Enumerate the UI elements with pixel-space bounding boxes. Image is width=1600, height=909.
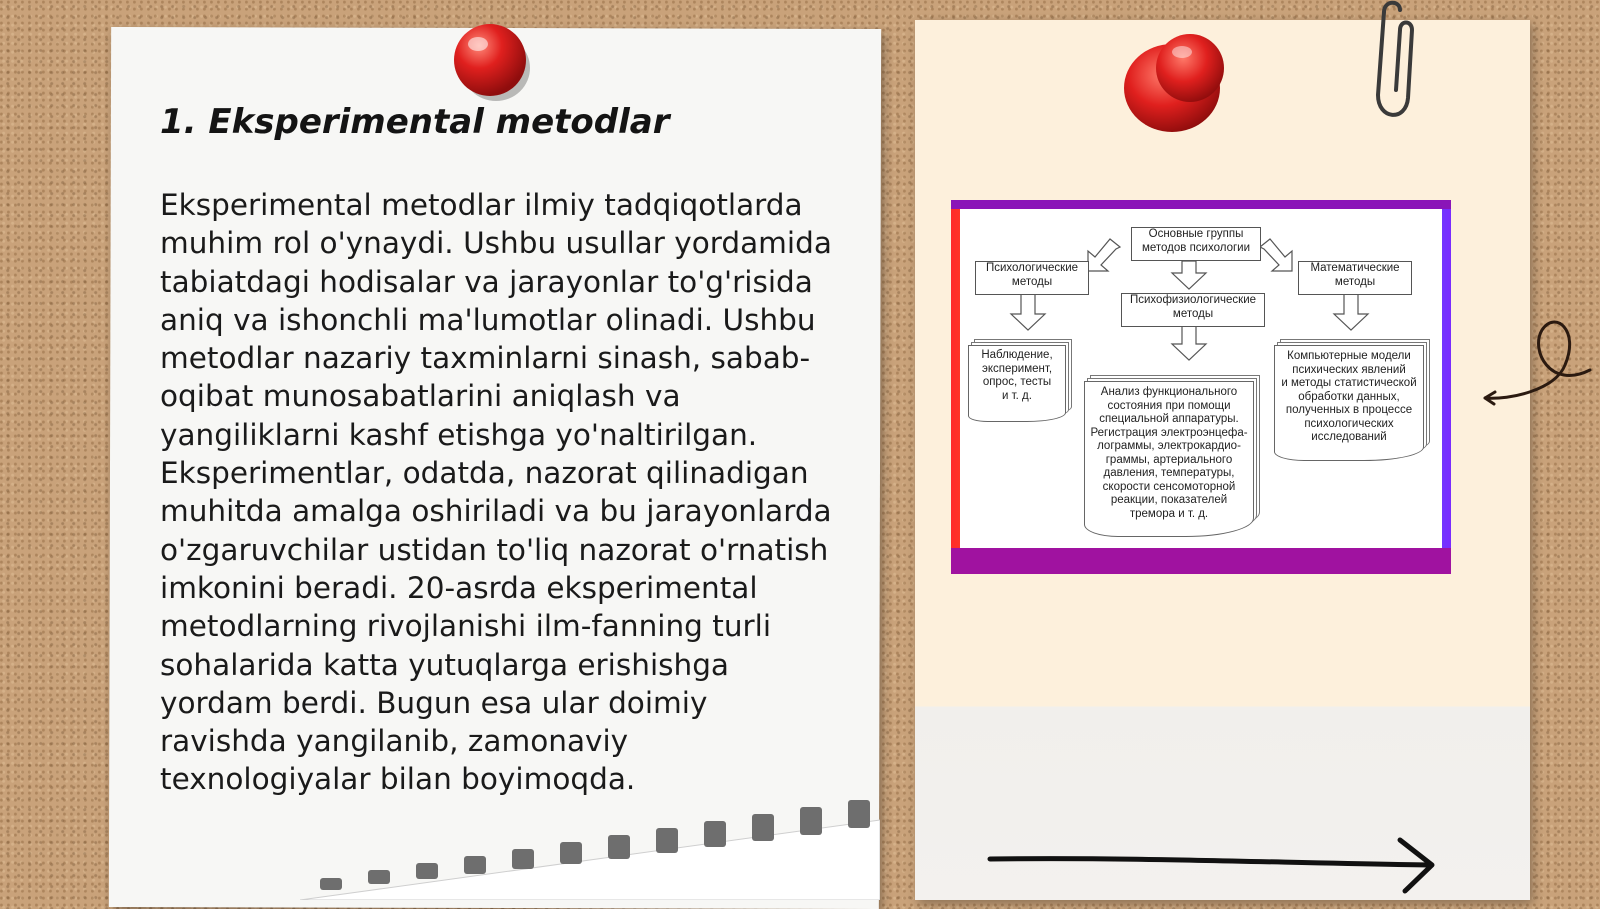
- push-pin-icon: [450, 18, 534, 102]
- arrow-right-icon: [985, 835, 1445, 895]
- diagram-right-document: Компьютерные модели психических явлений и методы статистической обработки данных, полученных в процессе психологических исследований: [1274, 345, 1424, 461]
- diagram-left-group-box: Психологические методы: [975, 261, 1089, 295]
- slide-body-text: Eksperimental metodlar ilmiy tadqiqotlarda muhim rol o'ynaydi. Ushbu usullar yordamida tabiatdagi hodisalar va jarayonlar to'g'risida aniq va ishonchli ma'lumotlar olinadi. Ushbu metodlar nazariy taxminlarni sinash, sabab-oqibat munosabatlarini aniqlash va yangiliklarni kashf etishga yo'naltirilgan. Eksperimentlar, odatda, nazorat qilinadigan muhitda amalga oshiriladi va bu jarayonlarda o'zgaruvchilar ustidan to'liq nazorat o'rnatish imkonini beradi. 20-asrda eksperimental metodlarning rivojlanishi ilm-fanning turli sohalarida katta yutuqlarga erishishga yordam berdi. Bugun esa ular doimiy ravishda yangilanib, zamonaviy texnologiyalar bilan boyimoqda.: [160, 188, 832, 797]
- diagram-image-frame: [951, 200, 1451, 574]
- diagram-root-box: Основные группы методов психологии: [1131, 227, 1261, 261]
- torn-notebook-edge: [300, 790, 880, 900]
- diagram-canvas: [960, 209, 1442, 548]
- diagram-middle-group-box: Психофизиологические методы: [1121, 293, 1265, 327]
- diagram-middle-document: Анализ функционального состояния при помощи специальной аппаратуры. Регистрация электроэнцефа- лограммы, электрокардио- граммы, артериального давления, температуры, скорости сенсомоторной реакции, показателей тремора и т. д.: [1084, 381, 1254, 537]
- diagram-right-group-box: Математические методы: [1298, 261, 1412, 295]
- slide-title: 1. Eksperimental metodlar: [160, 102, 670, 142]
- push-pin-icon: [1120, 28, 1240, 138]
- paper-clip-icon: [1370, 0, 1420, 130]
- diagram-left-document: Наблюдение, эксперимент, опрос, тесты и т. д.: [968, 345, 1066, 422]
- scribble-decoration-icon: [1480, 310, 1600, 420]
